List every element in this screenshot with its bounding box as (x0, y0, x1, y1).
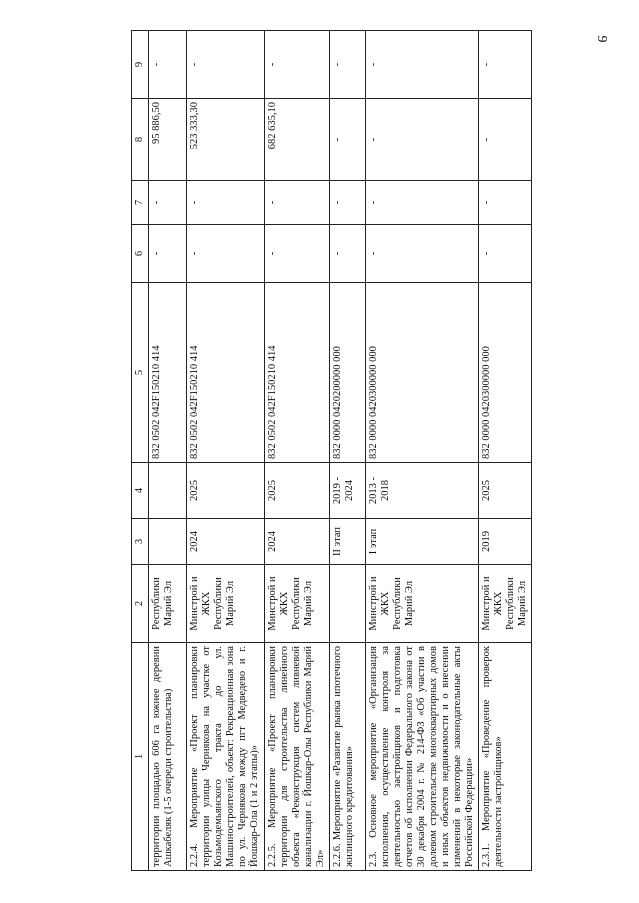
value-cell: - (479, 225, 532, 283)
budget-code-cell: 832 0000 0420200000 000 (330, 283, 366, 463)
budget-code-cell: 832 0502 042F150210 414 (187, 283, 265, 463)
executor-cell: Минстрой и ЖКХ Республики Марий Эл (366, 565, 479, 643)
table-row (479, 31, 532, 871)
budget-code-cell: 832 0502 042F150210 414 (149, 283, 187, 463)
column-number: 8 (132, 99, 149, 181)
value-cell: - (330, 225, 366, 283)
value-cell: - (187, 181, 265, 225)
column-number: 5 (132, 283, 149, 463)
end-cell: 2025 (187, 463, 265, 519)
value-cell: - (187, 31, 265, 99)
end-cell (149, 463, 187, 519)
measure-description: 2.3. Основное мероприятие «Организация исполнения, осуществление контроля за деятельностью застройщиков и подготовка отчетов об исполнении Федерального закона от 30 декабря 2004 г. № 214-ФЗ «Об участии в долевом строительстве многоквартирных домов и иных объектов недвижимости и о внесении изменений в некоторые законодательные акты Российской Федерации» (366, 643, 479, 871)
column-number: 6 (132, 225, 149, 283)
executor-cell: Минстрой и ЖКХ Республики Марий Эл (187, 565, 265, 643)
budget-code-cell: 832 0000 0420300000 000 (366, 283, 479, 463)
value-cell: - (366, 225, 479, 283)
value-cell: - (330, 99, 366, 181)
budget-code-cell: 832 0502 042F150210 414 (265, 283, 330, 463)
start-cell: 2019 (479, 519, 532, 565)
start-cell: 2024 (187, 519, 265, 565)
value-cell: - (330, 31, 366, 99)
table-row (187, 31, 265, 871)
value-cell: - (479, 99, 532, 181)
value-cell: - (366, 99, 479, 181)
end-cell: 2025 (265, 463, 330, 519)
value-cell: 523 333,30 (187, 99, 265, 181)
executor-cell: Минстрой и ЖКХ Республики Марий Эл (479, 565, 532, 643)
value-cell: - (366, 181, 479, 225)
start-cell (149, 519, 187, 565)
start-cell: 2024 (265, 519, 330, 565)
measure-description: 2.2.4. Мероприятие «Проект планировки территории улицы Чернякова на участке от Козьмодемьянского тракта до ул. Машиностроителей, объект: Рекреационная зона по ул. Чернякова между пгт Медведево и г. Йошкар-Ола (1 и 2 этапы)» (187, 643, 265, 871)
value-cell: - (479, 181, 532, 225)
column-number: 1 (132, 643, 149, 871)
column-number: 9 (132, 31, 149, 99)
value-cell: - (149, 31, 187, 99)
measure-description: 2.3.1. Мероприятие «Проведение проверок деятельности застройщиков» (479, 643, 532, 871)
stage-cell: II этап (330, 519, 366, 565)
executor-cell: Республики Марий Эл (149, 565, 187, 643)
budget-code-cell: 832 0000 0420300000 000 (479, 283, 532, 463)
period-cell: 2013 - 2018 (366, 463, 479, 519)
stage-cell: I этап (366, 519, 479, 565)
value-cell: - (366, 31, 479, 99)
value-cell: - (265, 181, 330, 225)
measure-description: 2.2.6. Мероприятие «Развитие рынка ипотечного жилищного кредитования» (330, 643, 366, 871)
value-cell: 682 635,10 (265, 99, 330, 181)
value-cell: - (330, 181, 366, 225)
table-row (265, 31, 330, 871)
table-row (330, 31, 366, 871)
page-number: 9 (594, 35, 609, 43)
value-cell: - (187, 225, 265, 283)
value-cell: - (265, 31, 330, 99)
period-cell: 2019 - 2024 (330, 463, 366, 519)
program-table-sheet (131, 31, 528, 871)
column-number: 7 (132, 181, 149, 225)
measure-description: 2.2.5. Мероприятие «Проект планировки территории для строительства линейного объекта «Реконструкция систем ливневой канализации г. Йошкар-Олы Республики Марий Эл» (265, 643, 330, 871)
table-row (366, 31, 479, 871)
column-number: 2 (132, 565, 149, 643)
end-cell: 2025 (479, 463, 532, 519)
column-number: 4 (132, 463, 149, 519)
value-cell: - (479, 31, 532, 99)
executor-cell: Минстрой и ЖКХ Республики Марий Эл (265, 565, 330, 643)
table-row (149, 31, 187, 871)
value-cell: - (265, 225, 330, 283)
program-table (131, 30, 532, 871)
value-cell: - (149, 225, 187, 283)
executor-cell (330, 565, 366, 643)
column-number-row (132, 31, 149, 871)
value-cell: 95 886,50 (149, 99, 187, 181)
column-number: 3 (132, 519, 149, 565)
measure-description: территории площадью 606 га южнее деревни Ашкабеляк (1-5 очереди строительства) (149, 643, 187, 871)
value-cell: - (149, 181, 187, 225)
